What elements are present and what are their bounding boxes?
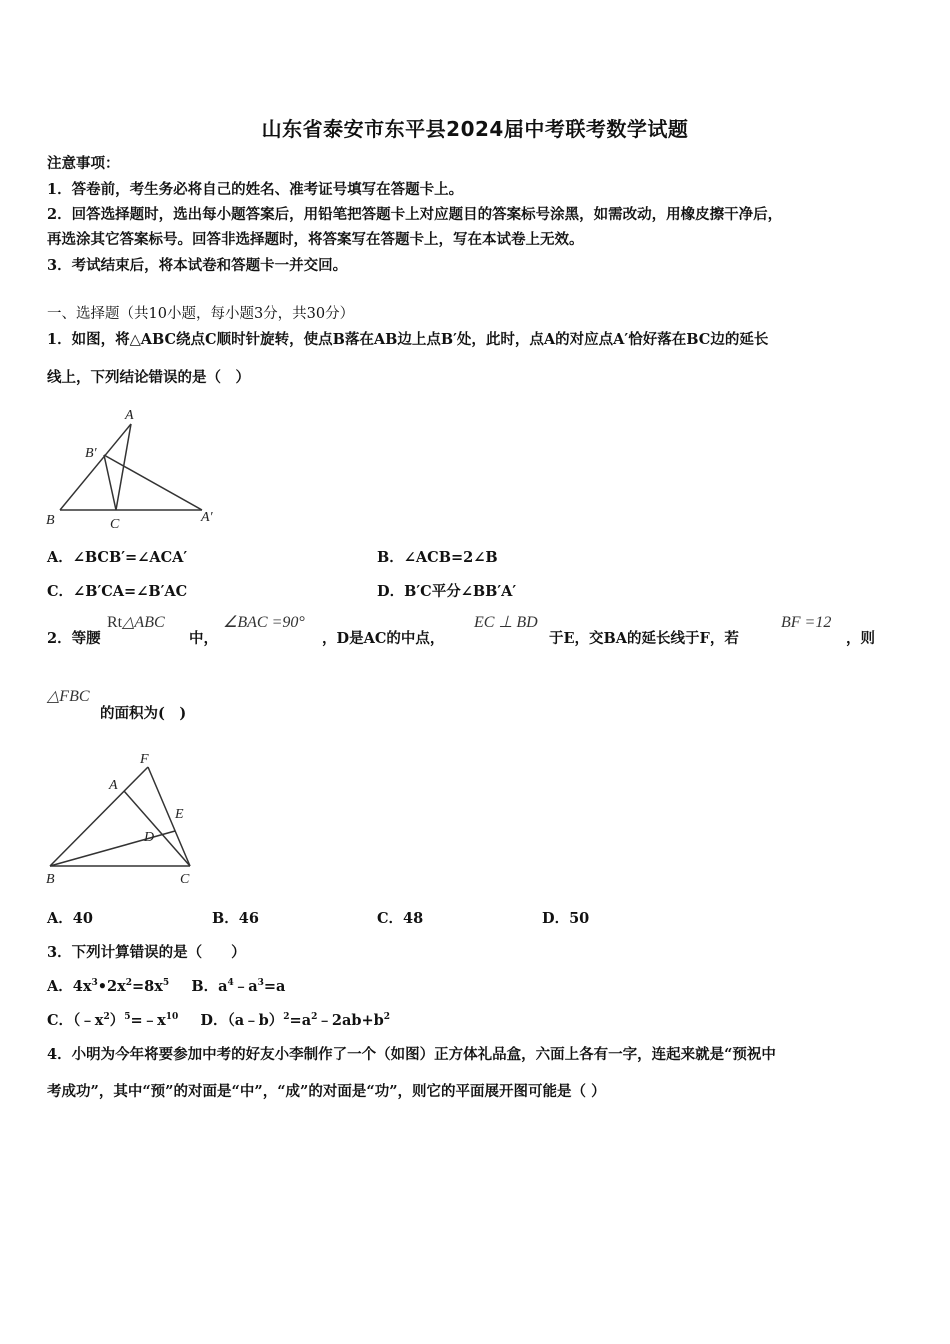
- q2-label-b: B: [46, 872, 55, 887]
- q3-stem: 3．下列计算错误的是（ ）: [47, 944, 246, 961]
- q2-midpoint-text: ，D是AC的中点，: [322, 630, 445, 647]
- q2-intersect-text: 于E，交BA的延长线于F，若: [549, 630, 739, 647]
- q2-edge-ac: [124, 791, 190, 866]
- notice-line-2b: 再选涂其它答案标号。回答非选择题时，将答案写在答题卡上，写在本试卷上无效。: [47, 231, 584, 248]
- q3-option-a: A．$4x^3•2x^2=8x^5$: [47, 978, 170, 995]
- q3-option-d: D．$(a﹣b)^2=a^2﹣2ab+b^2$: [200, 1012, 391, 1029]
- q4-stem-line-2: 考成功”，其中“预”的对面是“中”，“成”的对面是“功”，则它的平面展开图可能是（ ）: [47, 1083, 606, 1100]
- q3-option-c: C．$(﹣x^2)^5=﹣x^{10}$: [47, 1012, 179, 1029]
- q2-prefix: 2．等腰: [47, 630, 101, 647]
- q2-label-e: E: [175, 807, 184, 822]
- notice-line-1: 1．答卷前，考生务必将自己的姓名、准考证号填写在答题卡上。: [47, 181, 464, 198]
- q2-ze: ，则: [846, 630, 875, 647]
- q1-label-b: B: [46, 513, 55, 528]
- notice-line-2a: 2．回答选择题时，选出每小题答案后，用铅笔把答题卡上对应题目的答案标号涂黑，如需改动，用橡皮擦干净后，: [47, 206, 783, 223]
- q2-triangle: [107, 612, 165, 632]
- q1-figure: [40, 400, 230, 535]
- q2-perp: EC ⊥ BD: [474, 614, 538, 631]
- q1-stem-line-1: 1．如图，将△ABC绕点C顺时针旋转，使点B落在AB边上点B′处，此时，点A的对应点A′恰好落在BC边的延长: [47, 331, 769, 348]
- q1-label-c: C: [110, 517, 120, 532]
- q3-option-b: B．$a^4﹣a^3=a$: [191, 978, 286, 995]
- q2-label-c: C: [180, 872, 190, 887]
- q2-edge-bf: [50, 767, 148, 866]
- section-heading: 一、选择题（共10小题，每小题3分，共30分）: [47, 306, 355, 322]
- q1-option-a: A．∠BCB′=∠ACA′: [47, 549, 188, 566]
- q1-edge-b1c: [104, 455, 116, 510]
- q1-edge-ba: [60, 424, 131, 510]
- q2-tri: △ABC: [122, 614, 165, 631]
- q2-option-d: D．50: [542, 910, 590, 927]
- q2-edge-fc: [148, 767, 190, 866]
- q2-bf: BF =12: [781, 614, 832, 631]
- page-title: 山东省泰安市东平县2024届中考联考数学试题: [261, 117, 689, 141]
- q1-label-b1: B′: [85, 446, 97, 461]
- q3-options-cd: [47, 1009, 390, 1030]
- q1-stem-line-2: 线上，下列结论错误的是（ ）: [47, 369, 250, 386]
- q2-fbc: △FBC: [47, 688, 90, 705]
- notice-line-3: 3．考试结束后，将本试卷和答题卡一并交回。: [47, 257, 348, 274]
- q2-label-f: F: [140, 752, 149, 767]
- q1-edge-ac: [116, 424, 131, 510]
- notice-heading: 注意事项：: [47, 155, 120, 172]
- q2-figure: [40, 745, 210, 890]
- q2-zhong: 中，: [189, 630, 218, 647]
- q1-option-d: D．B′C平分∠BB′A′: [377, 583, 517, 600]
- q1-option-b: B．∠ACB=2∠B: [377, 549, 498, 566]
- q2-label-d: D: [144, 830, 155, 845]
- q2-rt: Rt: [107, 614, 123, 631]
- q4-stem-line-1: 4．小明为今年将要参加中考的好友小李制作了一个（如图）正方体礼品盒，六面上各有一字，连起来就是“预祝中: [47, 1046, 776, 1063]
- q2-area-text: 的面积为( ): [100, 705, 187, 722]
- q2-label-a: A: [109, 778, 118, 793]
- q1-label-a1: A′: [201, 510, 213, 525]
- q1-label-a: A: [125, 408, 134, 423]
- q3-options-ab: [47, 975, 285, 996]
- q2-option-b: B．46: [212, 910, 259, 927]
- q1-option-c: C．∠B′CA=∠B′AC: [47, 583, 188, 600]
- q2-option-a: A．40: [47, 910, 93, 927]
- q1-edge-b1a1: [104, 455, 202, 510]
- q2-angle: ∠BAC =90°: [223, 614, 305, 631]
- q2-edge-be: [50, 831, 175, 866]
- q2-option-c: C．48: [377, 910, 424, 927]
